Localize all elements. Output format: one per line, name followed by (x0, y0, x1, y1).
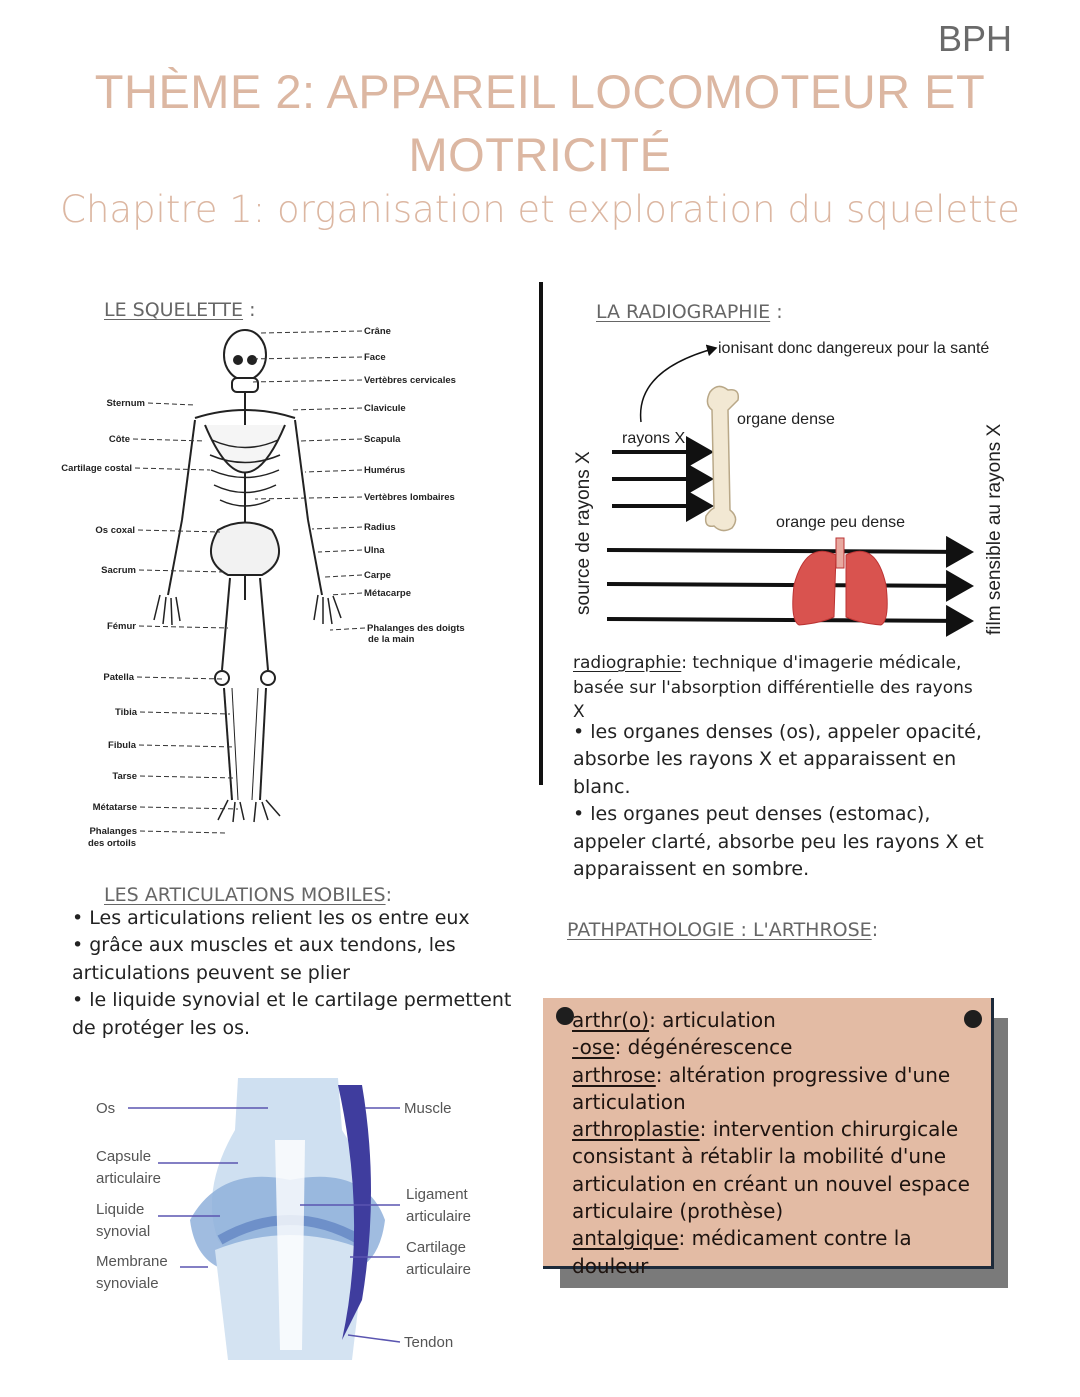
bone-label: Phalanges (89, 826, 137, 837)
joint-label: synoviale (96, 1275, 159, 1292)
leader-line (325, 575, 362, 577)
joint-label: Liquide (96, 1201, 145, 1218)
pathology-heading-text: PATHPATHOLOGIE : L'ARTHROSE (567, 919, 872, 941)
joint-label: synovial (96, 1223, 151, 1240)
definition-item (572, 1062, 992, 1117)
leader-line (330, 628, 365, 630)
articulation-bullet: • Les articulations relient les os entre eux (72, 907, 470, 929)
bone-label: Métacarpe (364, 588, 411, 599)
joint-label: Tendon (404, 1334, 454, 1351)
bone-label: Tarse (112, 771, 137, 782)
articulations-heading (104, 884, 392, 906)
leader-line (137, 677, 222, 679)
definition-text: : intervention chirurgicale consistant à rétablir la mobilité d'une articulation en créant un nouvel espace articulaire (prothèse) (572, 1117, 970, 1224)
joint-diagram (80, 1070, 500, 1370)
corner-tag: BPH (937, 18, 1012, 59)
radiography-heading (596, 301, 783, 323)
leader-line (148, 403, 195, 405)
articulations-heading-colon: : (385, 884, 392, 906)
definition-text: : dégénérescence (614, 1035, 793, 1060)
bone-label: Sacrum (101, 565, 136, 576)
bone-label: Face (364, 352, 386, 363)
pathology-heading-colon: : (871, 919, 879, 941)
joint-label: Ligament (406, 1186, 468, 1203)
bone-label: Phalanges des doigts (367, 623, 465, 634)
radiography-bullets (573, 719, 988, 883)
leader-line (318, 550, 362, 552)
radiography-heading-colon: : (770, 301, 783, 323)
joint-label: articulaire (406, 1208, 472, 1225)
bone-label: Ulna (364, 545, 385, 556)
definition-item (572, 1034, 992, 1061)
leader-line (260, 331, 362, 333)
chapter-subtitle: Chapitre 1: organisation et exploration du squelette (60, 188, 1020, 231)
leader-line (140, 831, 225, 833)
definition-term: arthr(o) (572, 1008, 650, 1032)
bullet-less-dense: • les organes peut denses (estomac), appeler clarté, absorbe peu les rayons X et apparaissent en sombre. (573, 803, 984, 881)
definition-item (572, 1225, 992, 1280)
articulation-bullet: • grâce aux muscles et aux tendons, les articulations peuvent se plier (72, 934, 456, 984)
skeleton-heading-colon: : (243, 299, 256, 321)
skeleton-diagram (0, 0, 540, 870)
bone-label: de la main (368, 634, 415, 645)
radiography-heading-text: LA RADIOGRAPHIE (596, 301, 771, 323)
bone-label: Tibia (115, 707, 137, 718)
leader-line (300, 439, 362, 441)
definition-term: radiographie (573, 653, 682, 673)
articulation-bullet: • le liquide synovial et le cartilage permettent de protéger les os. (72, 989, 512, 1039)
femur-bone-icon (706, 386, 739, 530)
definition-item (572, 1116, 992, 1225)
definition-text: : technique d'imagerie médicale, basée sur l'absorption différentielle des rayons X (573, 653, 973, 722)
joint-label: Muscle (404, 1100, 452, 1117)
bone-label: Scapula (364, 434, 401, 445)
bone-label: Vertèbres cervicales (364, 375, 456, 386)
short-ray-arrows (612, 452, 710, 506)
pathology-heading (567, 919, 878, 941)
bone-label: Fibula (108, 740, 136, 751)
leader-line (133, 439, 205, 441)
joint-label: articulaire (96, 1170, 162, 1187)
source-label: source de rayons X (573, 451, 594, 615)
articulations-bullets (72, 905, 512, 1042)
leader-line (330, 593, 362, 595)
bullet-dense: • les organes denses (os), appeler opacité, absorbe les rayons X et apparaissent en blanc. (573, 721, 982, 798)
long-ray-arrows (607, 550, 970, 621)
ionizing-note: ionisant donc dangereux pour la santé (718, 340, 990, 357)
definition-term: antalgique (572, 1226, 679, 1251)
articulations-heading-text: LES ARTICULATIONS MOBILES (104, 884, 386, 906)
bone-label: Métatarse (92, 802, 137, 813)
leader-line (135, 468, 210, 470)
bone-label: Carpe (364, 570, 391, 581)
joint-label: Capsule (96, 1148, 152, 1165)
leader-line (250, 380, 362, 382)
leader-line (139, 570, 225, 572)
skeleton-heading-text: LE SQUELETTE (104, 299, 244, 321)
bone-label: Sternum (106, 398, 145, 409)
definitions-list (572, 1007, 992, 1280)
ligament (275, 1140, 305, 1350)
leader-line (140, 712, 230, 714)
joint-label: Cartilage (406, 1239, 467, 1256)
bone-label: Cartilage costal (61, 463, 132, 474)
bone-label: Fémur (106, 621, 136, 632)
definition-term: arthroplastie (572, 1117, 700, 1142)
bone-label: Humérus (364, 465, 406, 476)
radiography-diagram (540, 330, 1080, 640)
definition-text: : articulation (649, 1008, 776, 1032)
bone-label: Patella (103, 672, 134, 683)
radiography-definition (573, 651, 973, 725)
definition-term: arthrose (572, 1062, 656, 1087)
rays-label: rayons X (622, 430, 686, 447)
leader-line (139, 745, 235, 747)
joint-label: articulaire (406, 1261, 472, 1278)
page-title-line1: THÈME 2: APPAREIL LOCOMOTEUR ET (94, 65, 986, 118)
leader-line (290, 408, 362, 410)
definition-text: : médicament contre la douleur (572, 1226, 912, 1278)
bone-label: des ortoils (87, 838, 136, 849)
joint-label: Membrane (96, 1253, 168, 1270)
leader-line (140, 776, 235, 778)
dense-organ-label: organe dense (737, 411, 835, 428)
bone-label: Crâne (364, 326, 391, 337)
definition-term: -ose (572, 1035, 615, 1060)
joint-label: Os (96, 1100, 116, 1117)
definition-text: : altération progressive d'une articulation (572, 1062, 951, 1114)
bone-label: Clavicule (364, 403, 406, 414)
film-label: film sensible au rayons X (984, 423, 1005, 635)
curved-arrow (641, 348, 716, 422)
leader-line (139, 626, 228, 628)
leader-line (305, 470, 362, 472)
bone-label: Radius (364, 522, 396, 533)
bone-label: Vertèbres lombaires (364, 492, 455, 503)
page-title-line2: MOTRICITÉ (408, 128, 672, 181)
bone-label: Côte (108, 434, 130, 445)
definition-item (572, 1007, 992, 1034)
leader-line (255, 497, 362, 499)
bone-label: Os coxal (95, 525, 135, 536)
leader-line (312, 527, 362, 529)
less-dense-organ-label: orange peu dense (776, 514, 905, 531)
